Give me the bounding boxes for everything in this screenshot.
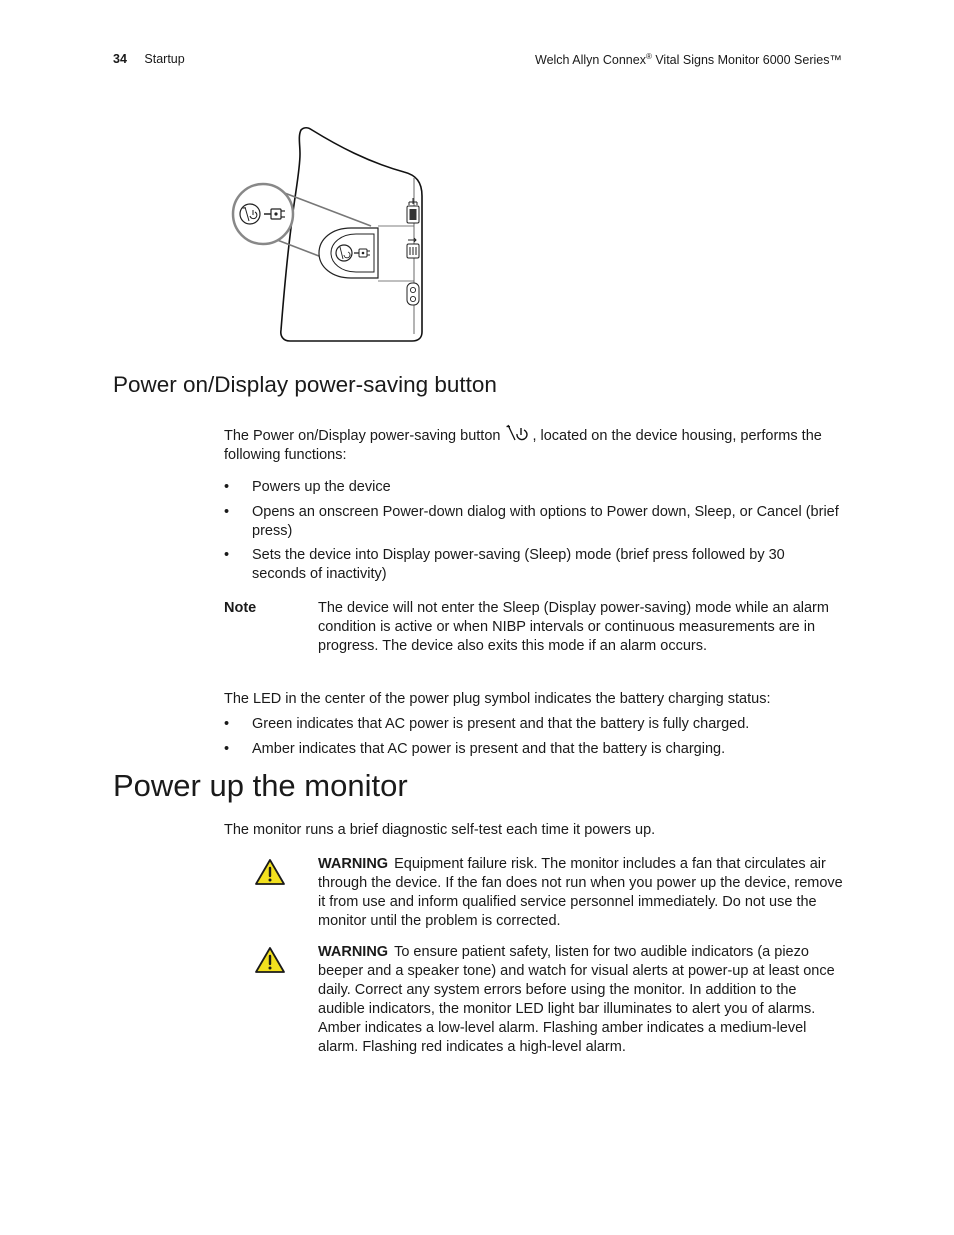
section-heading-power-button: Power on/Display power-saving button bbox=[113, 372, 497, 397]
section-heading-power-up: Power up the monitor bbox=[113, 768, 408, 803]
connector-port-icon bbox=[407, 283, 419, 305]
warning-patient-safety: WARNING To ensure patient safety, listen for two audible indicators (a piezo beeper and a speaker tone) and watch for visual alerts at power-up at least once daily. Correct any system errors before using the monitor. In addition to the audible indicators, the monitor LED light bar illuminates to alert you of alarms. Amber indicates a low-level alarm. Flashing amber indicates a medium-level alarm. Flashing red indicates a high-level alarm. bbox=[318, 944, 835, 1055]
warning-label: WARNING bbox=[318, 856, 389, 872]
device-housing-figure bbox=[228, 122, 428, 347]
doc-title-rest: Vital Signs Monitor 6000 Series™ bbox=[651, 53, 842, 68]
doc-title-main: Welch Allyn Connex bbox=[535, 53, 646, 68]
power-up-intro: The monitor runs a brief diagnostic self-test each time it powers up. bbox=[224, 822, 656, 838]
power-button-intro: The Power on/Display power-saving button , located on the device housing, performs the following functions: bbox=[224, 422, 849, 465]
power-button-icon bbox=[506, 422, 528, 444]
warning-triangle-icon bbox=[254, 946, 286, 974]
note-text: The device will not enter the Sleep (Display power-saving) mode while an alarm condition is active or when NIBP intervals or continuous measurements are in progress. The device also exits this mode if an alarm occurs. bbox=[318, 600, 829, 654]
led-status-text: The LED in the center of the power plug symbol indicates the battery charging status: bbox=[224, 691, 771, 707]
power-button-icon-device bbox=[336, 245, 352, 261]
page-header-left bbox=[113, 52, 185, 66]
warning-triangle-icon bbox=[254, 858, 286, 886]
warning-fan: WARNING Equipment failure risk. The monitor includes a fan that circulates air through the device. If the fan does not run when you power up the device, remove it from use and inform qualified service personnel immediately. Do not use the monitor until the problem is corrected. bbox=[318, 856, 843, 929]
registered-mark: ® bbox=[645, 52, 652, 61]
section-name: Startup bbox=[144, 52, 185, 66]
page-number: 34 bbox=[113, 52, 127, 66]
note-label: Note bbox=[224, 600, 257, 616]
page-header-right bbox=[535, 52, 842, 67]
power-button-icon-zoom bbox=[240, 204, 260, 224]
warning-label: WARNING bbox=[318, 944, 389, 960]
